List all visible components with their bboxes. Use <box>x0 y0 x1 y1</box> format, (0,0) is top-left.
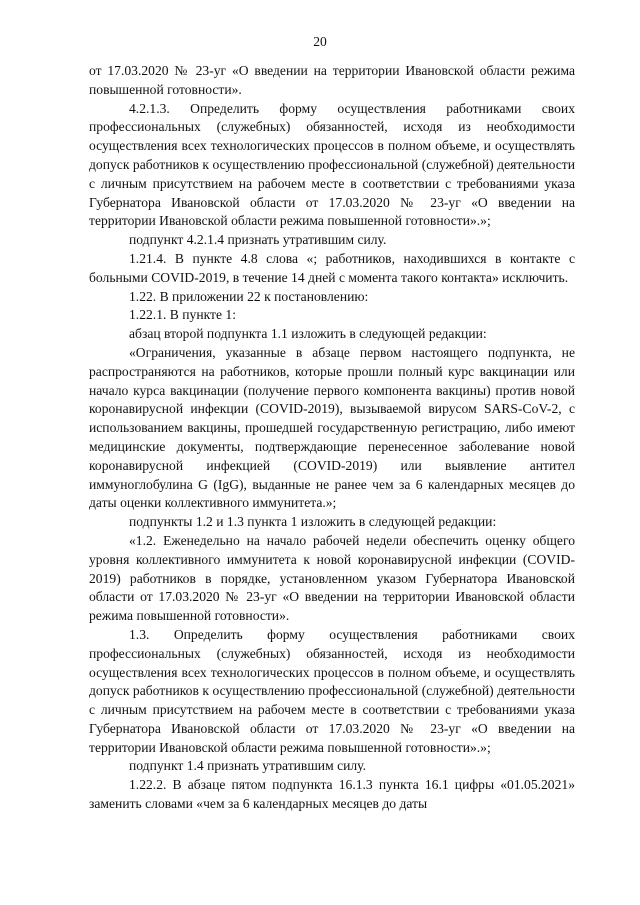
paragraph: подпункт 1.4 признать утратившим силу. <box>129 758 366 774</box>
paragraph: от 17.03.2020 № 23-уг «О введении на территории Ивановской области режима повышенной готовности». <box>89 63 575 97</box>
page-number: 20 <box>313 34 327 49</box>
paragraph: подпункт 4.2.1.4 признать утратившим силу. <box>129 232 387 248</box>
paragraph: 1.22.1. В пункте 1: <box>129 307 236 323</box>
paragraph: «Ограничения, указанные в абзаце первом настоящего подпункта, не распространяются на работников, которые прошли полный курс вакцинации или начало курса вакцинации (получение первого компонента вакцины) против новой коронавирусной инфекции (COVID-2019), вызываемой вирусом SARS-CoV-2, с использованием вакцины, прошедшей государственную регистрацию, либо имеют медицинские документы, подтверждающие перенесенное заболевание новой коронавирусной инфекцией (COVID-2019) или выявление антител иммуноглобулина G (IgG), выданные не ранее чем за 6 календарных месяцев до даты оценки коллективного иммунитета.»; <box>89 344 575 511</box>
paragraph: 1.22. В приложении 22 к постановлению: <box>129 288 369 304</box>
paragraph: абзац второй подпункта 1.1 изложить в следующей редакции: <box>129 326 487 342</box>
paragraph: «1.2. Еженедельно на начало рабочей недели обеспечить оценку общего уровня коллективного иммунитета к новой коронавирусной инфекции (COVID-2019) работников в порядке, установленном указом Губернатора Ивановской области от 17.03.2020 № 23-уг «О введении на территории Ивановской области режима повышенной готовности». <box>89 532 575 624</box>
paragraph: 1.3. Определить форму осуществления работниками своих профессиональных (служебных) обязанностей, исходя из необходимости осуществления всех технологических процессов в полном объеме, и осуществлять допуск работников к осуществлению профессиональной (служебной) деятельности с личным присутствием на рабочем месте в соответствии с требованиями указа Губернатора Ивановской области от 17.03.2020 № 23-уг «О введении на территории Ивановской области режима повышенной готовности».»; <box>89 626 575 755</box>
document-body <box>89 62 575 814</box>
paragraph: 1.22.2. В абзаце пятом подпункта 16.1.3 пункта 16.1 цифры «01.05.2021» заменить словами «чем за 6 календарных месяцев до даты <box>89 777 575 812</box>
paragraph: 1.21.4. В пункте 4.8 слова «; работников, находившихся в контакте с больными COVID-2019, в течение 14 дней с момента такого контакта» исключить. <box>89 250 575 285</box>
paragraph: 4.2.1.3. Определить форму осуществления работниками своих профессиональных (служебных) обязанностей, исходя из необходимости осуществления всех технологических процессов в полном объеме, и осуществлять допуск работников к осуществлению профессиональной (служебной) деятельности с личным присутствием на рабочем месте в соответствии с требованиями указа Губернатора Ивановской области от 17.03.2020 № 23-уг «О введении на территории Ивановской области режима повышенной готовности».»; <box>89 100 575 229</box>
paragraph: подпункты 1.2 и 1.3 пункта 1 изложить в следующей редакции: <box>129 514 497 530</box>
